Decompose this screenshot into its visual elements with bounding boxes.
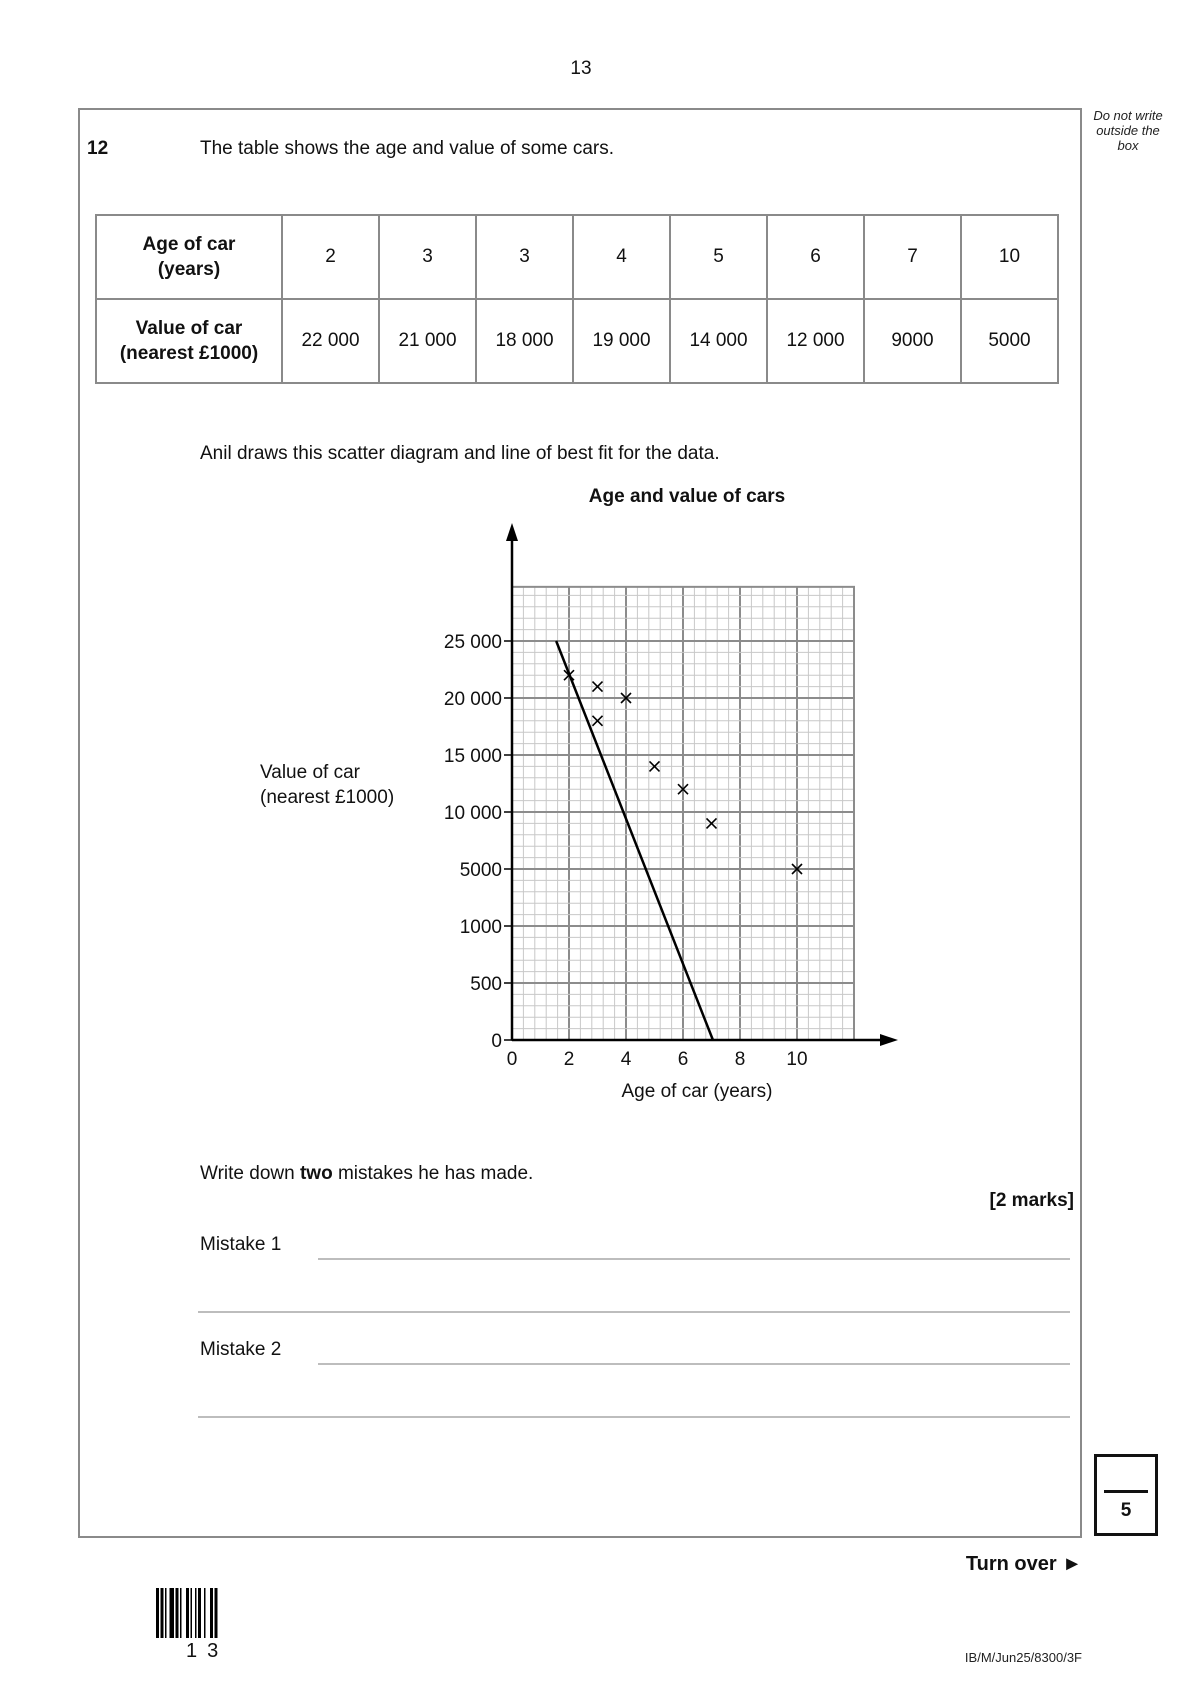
score-box [1094, 1454, 1158, 1536]
mistake-2-label: Mistake 2 [200, 1339, 282, 1360]
y-tick-label: 20 000 [443, 689, 502, 710]
mistake-1-label: Mistake 1 [200, 1234, 282, 1255]
question-number: 12 [87, 138, 109, 159]
barcode-bar [215, 1588, 218, 1638]
barcode-bar [165, 1588, 167, 1638]
row-header-line: Age of car [142, 234, 236, 255]
chart-labels [260, 486, 808, 1102]
instruction-emphasis: two [299, 1163, 333, 1184]
marks-label: [2 marks] [989, 1190, 1074, 1211]
table-cell: 7 [864, 215, 961, 299]
y-tick-label: 0 [491, 1031, 502, 1052]
table-cell: 9000 [864, 299, 961, 383]
x-tick-label: 10 [786, 1049, 808, 1070]
page-number: 13 [570, 58, 592, 79]
row-header-line: Value of car [135, 318, 243, 339]
best-fit-line-group [556, 641, 713, 1040]
table-cell: 22 000 [282, 299, 379, 383]
turn-over-label: Turn over ► [965, 1553, 1082, 1575]
chart-title: Age and value of cars [588, 486, 786, 507]
scatter-intro: Anil draws this scatter diagram and line of best fit for the data. [200, 443, 720, 464]
instruction-text: Write down [200, 1163, 300, 1184]
chart-axes [506, 523, 898, 1046]
barcode-bar [210, 1588, 213, 1638]
question-intro: The table shows the age and value of some cars. [200, 138, 615, 159]
scatter-chart [230, 486, 910, 1105]
y-axis-label: (nearest £1000) [260, 787, 395, 808]
barcode-bar [186, 1588, 189, 1638]
y-axis-label: Value of car [260, 762, 360, 783]
barcode-bar [198, 1588, 201, 1638]
table-cell: 2 [282, 215, 379, 299]
x-tick-label: 8 [734, 1049, 746, 1070]
table-cell: 21 000 [379, 299, 476, 383]
y-tick-label: 25 000 [443, 632, 502, 653]
mistake-2-answer-line-2[interactable] [198, 1416, 1070, 1418]
table-row-age [96, 215, 1058, 299]
table-cell: 3 [476, 215, 573, 299]
score-rule [1104, 1490, 1148, 1493]
x-tick-label: 4 [620, 1049, 632, 1070]
y-tick-label: 15 000 [443, 746, 502, 767]
barcode-bar [156, 1588, 159, 1638]
mistake-1-answer-line-2[interactable] [198, 1311, 1070, 1313]
instruction [200, 1163, 533, 1185]
y-tick-label: 500 [470, 974, 502, 995]
table-cell: 6 [767, 215, 864, 299]
barcode-bar [195, 1588, 197, 1638]
table-row-value [96, 299, 1058, 383]
table-cell: 12 000 [767, 299, 864, 383]
barcode-bar [176, 1588, 179, 1638]
y-tick-label: 10 000 [443, 803, 502, 824]
barcode-bar [180, 1588, 182, 1638]
table-cell: 14 000 [670, 299, 767, 383]
paper-reference: IB/M/Jun25/8300/3F [964, 1650, 1082, 1665]
chart-grid [512, 587, 854, 1040]
barcode-bar [191, 1588, 193, 1638]
table-cell: 19 000 [573, 299, 670, 383]
barcode-digits: 13 [186, 1640, 229, 1662]
table-cell: 5 [670, 215, 767, 299]
row-header-line: (nearest £1000) [119, 343, 259, 364]
y-tick-label: 5000 [459, 860, 502, 881]
x-axis-arrow-icon [880, 1034, 898, 1046]
barcode-bar [161, 1588, 164, 1638]
row-header-value [96, 299, 282, 383]
margin-note: Do not write outside the box [1093, 108, 1163, 153]
x-tick-label: 0 [506, 1049, 518, 1070]
y-tick-label: 1000 [459, 917, 502, 938]
score-total: 5 [1120, 1500, 1132, 1521]
y-axis-arrow-icon [506, 523, 518, 541]
x-tick-label: 6 [677, 1049, 689, 1070]
table-cell: 10 [961, 215, 1058, 299]
x-axis-label: Age of car (years) [621, 1081, 773, 1102]
table-cell: 18 000 [476, 299, 573, 383]
mistake-2-answer-line[interactable] [318, 1363, 1070, 1365]
barcode-bar [170, 1588, 175, 1638]
age-value-table [95, 214, 1059, 384]
barcode-icon [156, 1588, 268, 1640]
row-header-line: (years) [157, 259, 221, 280]
x-tick-label: 2 [563, 1049, 575, 1070]
instruction-text: mistakes he has made. [332, 1163, 534, 1184]
best-fit-line [556, 641, 713, 1040]
table-cell: 3 [379, 215, 476, 299]
row-header-age [96, 215, 282, 299]
mistake-1-answer-line[interactable] [318, 1258, 1070, 1260]
table-cell: 5000 [961, 299, 1058, 383]
table-cell: 4 [573, 215, 670, 299]
barcode-bar [204, 1588, 206, 1638]
